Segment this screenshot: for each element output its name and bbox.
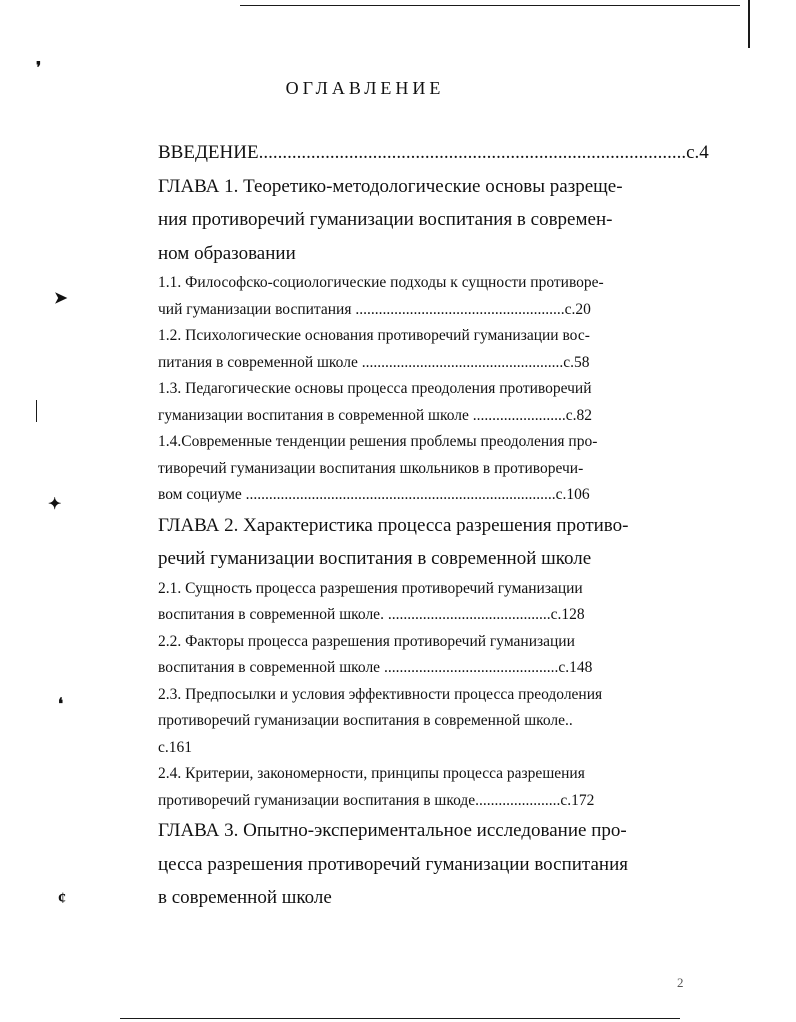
toc-line: с.161 <box>158 738 193 756</box>
toc-line: 1.3. Педагогические основы процесса преодоления противоречий <box>158 380 592 397</box>
toc-line: тиворечий гуманизации воспитания школьников в противоречи- <box>158 459 584 477</box>
toc-line: ном образовании <box>158 242 296 264</box>
toc-line: 2.4. Критерии, закономерности, принципы процесса разрешения <box>158 765 585 782</box>
toc-section <box>158 429 648 509</box>
toc-section <box>158 323 648 376</box>
toc-section <box>158 629 648 682</box>
toc-line: ВВЕДЕНИЕ..........................................................................................с.4 <box>158 142 709 163</box>
toc-line: вом социуме ................................................................................с.106 <box>158 486 590 503</box>
scan-border-left <box>36 400 37 422</box>
toc-line: речий гуманизации воспитания в современной школе <box>158 548 592 569</box>
toc-line: противоречий гуманизации воспитания в современной школе.. <box>158 712 573 729</box>
toc-line: воспитания в современной школе .............................................с.148 <box>158 659 593 676</box>
scan-mark: ➤ <box>54 290 68 307</box>
table-of-contents <box>158 136 709 915</box>
scan-border-bottom <box>120 1018 680 1019</box>
toc-line: в современной школе <box>158 887 332 908</box>
toc-line: 1.2. Психологические основания противоречий гуманизации вос- <box>158 327 590 344</box>
toc-section <box>158 270 648 323</box>
toc-line: 2.2. Факторы процесса разрешения противоречий гуманизации <box>158 632 575 650</box>
toc-chapter <box>158 170 648 271</box>
toc-section <box>158 761 648 814</box>
toc-line: ГЛАВА 3. Опытно-экспериментальное исследование про- <box>158 820 627 841</box>
toc-line: противоречий гуманизации воспитания в шкоде......................с.172 <box>158 791 595 809</box>
toc-section <box>158 682 648 762</box>
scan-mark: ¢ <box>58 890 66 907</box>
toc-chapter <box>158 814 648 915</box>
scan-mark: ✦ <box>48 496 62 513</box>
scan-border-top <box>240 5 740 6</box>
toc-line: ГЛАВА 2. Характеристика процесса разрешения противо- <box>158 514 629 536</box>
toc-line: питания в современной школе ....................................................с.58 <box>158 353 590 371</box>
scan-mark: ❛ <box>58 696 64 713</box>
toc-chapter <box>158 509 648 576</box>
page-title: ОГЛАВЛЕНИЕ <box>285 78 445 98</box>
toc-line: 1.1. Философско-социологические подходы к сущности противоре- <box>158 274 604 291</box>
toc-line: 2.3. Предпосылки и условия эффективности процесса преодоления <box>158 685 603 703</box>
toc-line: 1.4.Современные тенденции решения проблемы преодоления про- <box>158 433 598 450</box>
page-number: 2 <box>677 975 684 990</box>
toc-line: гуманизации воспитания в современной школе ........................с.82 <box>158 406 593 424</box>
toc-line: ния противоречий гуманизации воспитания в современ- <box>158 209 613 230</box>
toc-line: чий гуманизации воспитания ......................................................с.20 <box>158 300 591 318</box>
toc-line: ГЛАВА 1. Теоретико-методологические основы разреще- <box>158 175 623 197</box>
toc-section <box>158 576 648 629</box>
toc-line: 2.1. Сущность процесса разрешения противоречий гуманизации <box>158 579 583 597</box>
toc-line: воспитания в современной школе. ..........................................с.128 <box>158 606 585 623</box>
toc-line: цесса разрешения противоречий гуманизации воспитания <box>158 853 628 875</box>
toc-chapter <box>158 136 709 170</box>
scan-mark: ❜ <box>36 60 42 77</box>
scan-border-right <box>748 0 750 48</box>
toc-section <box>158 376 648 429</box>
